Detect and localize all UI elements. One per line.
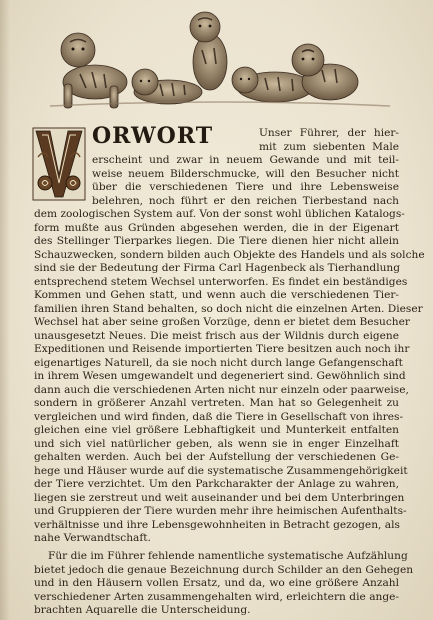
side-line: erscheint und zwar in neuem Gewande und mit teil- bbox=[92, 154, 399, 166]
body-line: bietet jedoch die genaue Bezeichnung durch Schilder an den Gehegen bbox=[34, 563, 414, 576]
body-line: form mußte aus Gründen abgesehen werden, die in der Eigenart bbox=[34, 221, 399, 234]
heading-vorwort: ORWORT bbox=[92, 123, 214, 149]
ornamental-initial-v bbox=[32, 127, 86, 201]
body-line: unausgesetzt Neues. Die meist frisch aus der Wildnis durch eigene bbox=[34, 329, 399, 342]
intro-text bbox=[259, 127, 399, 154]
body-line: eigenartiges Naturell, da sie noch nicht durch lange Gefangenschaft bbox=[34, 356, 403, 369]
body-line: dann auch die verschiedenen Arten nicht nur einzeln oder paarweise, bbox=[34, 383, 409, 396]
body-line: gleichen eine viel größere Lebhaftigkeit und Munterkeit entfalten bbox=[34, 424, 399, 436]
body-line: sondern in größerer Anzahl vertreten. Man hat so Gelegenheit zu bbox=[34, 397, 399, 409]
body-line: Schauzwecken, sondern bilden auch Objekte des Handels und als solche bbox=[34, 248, 425, 261]
side-text bbox=[92, 154, 399, 208]
body-line: gehalten werden. Auch bei der Aufstellung der verschiedenen Ge- bbox=[34, 451, 399, 463]
body-line: verhältnisse und ihre Lebensgewohnheiten in Betracht gezogen, als bbox=[34, 518, 400, 531]
side-line: über die verschiedenen Tiere und ihre Lebensweise bbox=[92, 181, 399, 193]
body-line: verschiedener Arten zusammengehalten wird, erleichtern die ange- bbox=[34, 590, 399, 603]
body-line: brachten Aquarelle die Unterscheidung. bbox=[34, 604, 251, 616]
tiger-cubs-illustration bbox=[40, 2, 395, 114]
side-line: belehren, noch führt er den reichen Tierbestand nach bbox=[92, 194, 399, 207]
body-line: Wechsel hat aber seine großen Vorzüge, denn er bietet dem Besucher bbox=[34, 316, 410, 328]
body-line: vergleichen und wird finden, daß die Tiere in Gesellschaft von ihres- bbox=[34, 410, 404, 423]
body-line: und Gruppieren der Tiere wurden mehr ihre heimischen Aufenthalts- bbox=[34, 505, 407, 517]
body-line: Kommen und Gehen statt, und wenn auch die verschiedenen Tier- bbox=[34, 289, 399, 301]
body-line: und sich viel natürlicher geben, als wenn sie in enger Einzelhaft bbox=[34, 437, 399, 450]
body-line: dem zoologischen System auf. Von der sonst wohl üblichen Katalogs- bbox=[34, 208, 405, 220]
intro-line: mit zum siebenten Male bbox=[259, 140, 399, 153]
body-line: und in den Häusern vollen Ersatz, und da, wo eine größere Anzahl bbox=[34, 577, 399, 589]
body-line: Expeditionen und Reisende importierten Tiere besitzen auch noch ihr bbox=[34, 343, 410, 355]
body-line: familien ihren Stand behalten, so doch nicht die einzelnen Arten. Dieser bbox=[34, 302, 423, 315]
body-paragraph-1 bbox=[34, 208, 425, 546]
body-line: liegen sie zerstreut und weit auseinander und bei dem Unterbringen bbox=[34, 491, 405, 504]
body-paragraph-2 bbox=[34, 550, 414, 618]
body-line: hege und Häuser wurde auf die systematische Zusammengehörigkeit bbox=[34, 464, 408, 477]
body-line: nahe Verwandtschaft. bbox=[34, 532, 151, 544]
body-line: sind sie der Bedeutung der Firma Carl Hagenbeck als Tierhandlung bbox=[34, 262, 401, 274]
body-line: Für die im Führer fehlende namentliche systematische Aufzählung bbox=[48, 550, 408, 562]
body-line: des Stellinger Tierparkes liegen. Die Tiere dienen hier nicht allein bbox=[34, 235, 399, 247]
page-edge-shadow bbox=[0, 0, 10, 620]
body-line: in ihrem Wesen umgewandelt und degeneriert sind. Gewöhnlich sind bbox=[34, 370, 406, 382]
intro-line: Unser Führer, der hier- bbox=[259, 127, 399, 139]
side-line: weise neuem Bilderschmucke, will den Besucher nicht bbox=[92, 167, 399, 180]
body-line: entsprechend stetem Wechsel unterworfen. Es findet ein beständiges bbox=[34, 275, 408, 288]
body-line: der Tiere verzichtet. Um den Parkcharakter der Anlage zu wahren, bbox=[34, 478, 399, 490]
